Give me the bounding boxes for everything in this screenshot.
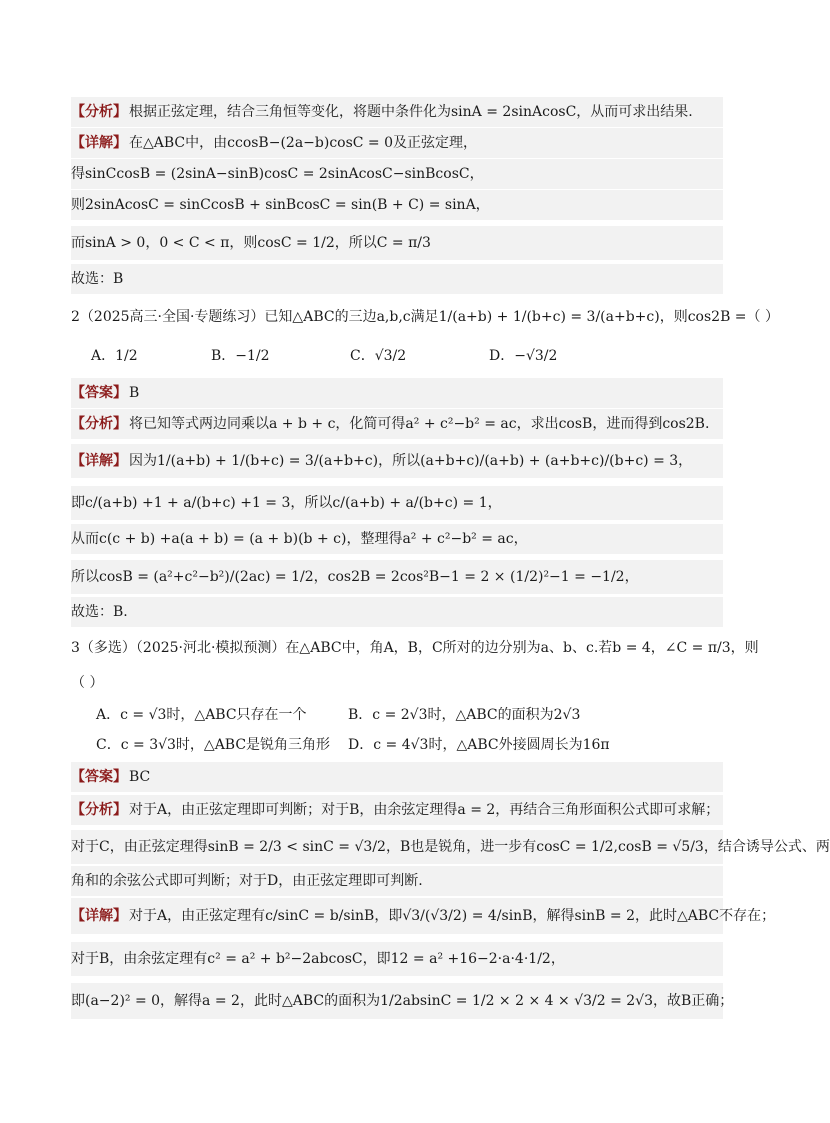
option-text: c = 2√3时，△ABC的面积为2√3 xyxy=(372,707,581,723)
option-letter: D． xyxy=(489,348,515,364)
analysis-text: 对于A，由正弦定理即可判断；对于B，由余弦定理得a = 2，再结合三角形面积公式即可求解； xyxy=(129,802,720,818)
option-text: √3/2 xyxy=(374,348,407,364)
question-3-stem-1 xyxy=(71,633,759,663)
option-c xyxy=(96,731,330,759)
conclusion-line xyxy=(71,264,723,294)
detail-line-3 xyxy=(71,190,723,220)
detail-line-2 xyxy=(71,942,723,976)
question-text: 2（2025高三·全国·专题练习）已知△ABC的三边a,b,c满足1/(a+b) + 1/(b+c) = 3/(a+b+c)，则cos2B =（ ） xyxy=(71,309,779,325)
option-text: 1/2 xyxy=(115,348,138,364)
analysis-tag: 【分析】 xyxy=(71,802,127,818)
detail-line-2 xyxy=(71,159,723,189)
detail-line-1 xyxy=(71,898,776,934)
detail-line-1 xyxy=(71,128,723,158)
question-text: （ ） xyxy=(71,675,104,691)
detail-text: 即(a−2)² = 0，解得a = 2，此时△ABC的面积为1/2absinC = 1/2 × 2 × 4 × √3/2 = 2√3，故B正确； xyxy=(71,993,734,1009)
option-letter: A． xyxy=(96,707,121,723)
option-text: −√3/2 xyxy=(514,348,558,364)
answer-value: BC xyxy=(129,769,151,785)
option-c xyxy=(350,342,406,370)
answer-tag: 【答案】 xyxy=(71,769,127,785)
detail-text: 得sinCcosB = (2sinA−sinB)cosC = 2sinAcosC−sinBcosC， xyxy=(71,166,484,182)
detail-tag: 【详解】 xyxy=(71,908,127,924)
detail-text: 在△ABC中，由ccosB−(2a−b)cosC = 0及正弦定理， xyxy=(129,135,478,151)
detail-line-3 xyxy=(71,524,723,554)
detail-line-1 xyxy=(71,444,723,478)
option-d xyxy=(489,342,557,370)
detail-text: 对于B，由余弦定理有c² = a² + b²−2abcosC，即12 = a² +16−2·a·4·1/2， xyxy=(71,951,565,967)
answer-line xyxy=(71,378,723,408)
detail-text: 因为1/(a+b) + 1/(b+c) = 3/(a+b+c)，所以(a+b+c)/(a+b) + (a+b+c)/(b+c) = 3， xyxy=(129,453,693,469)
option-b xyxy=(211,342,270,370)
analysis-text: 将已知等式两边同乘以a + b + c，化简可得a² + c²−b² = ac，求出cosB，进而得到cos2B. xyxy=(129,416,710,432)
option-text: −1/2 xyxy=(235,348,270,364)
answer-value: B xyxy=(129,385,140,401)
option-letter: B． xyxy=(348,707,373,723)
option-a xyxy=(96,701,307,729)
option-letter: A． xyxy=(91,348,116,364)
analysis-line-3 xyxy=(71,866,723,896)
option-d xyxy=(348,731,610,759)
detail-tag: 【详解】 xyxy=(71,135,127,151)
analysis-text: 对于C，由正弦定理得sinB = 2/3 < sinC = √3/2，B也是锐角，进一步有cosC = 1/2,cosB = √5/3，结合诱导公式、两 xyxy=(71,839,830,855)
question-2-stem xyxy=(71,302,779,332)
conclusion-line xyxy=(71,597,723,627)
analysis-text: 角和的余弦公式即可判断；对于D，由正弦定理即可判断. xyxy=(71,873,423,889)
option-letter: D． xyxy=(348,737,374,753)
option-b xyxy=(348,701,580,729)
option-text: c = 4√3时，△ABC外接圆周长为16π xyxy=(373,737,610,753)
detail-line-3 xyxy=(71,983,734,1019)
option-letter: B． xyxy=(211,348,236,364)
analysis-line-1 xyxy=(71,795,723,825)
detail-text: 则2sinAcosC = sinCcosB + sinBcosC = sin(B + C) = sinA， xyxy=(71,197,490,213)
detail-line-4 xyxy=(71,226,723,260)
option-letter: C． xyxy=(96,737,121,753)
option-text: c = √3时，△ABC只存在一个 xyxy=(120,707,307,723)
analysis-text: 根据正弦定理，结合三角恒等变化，将题中条件化为sinA = 2sinAcosC，从而可求出结果. xyxy=(129,104,693,120)
answer-line xyxy=(71,762,723,792)
analysis-line xyxy=(71,97,723,127)
detail-tag: 【详解】 xyxy=(71,453,127,469)
question-3-stem-2 xyxy=(71,668,723,698)
detail-line-4 xyxy=(71,560,723,594)
analysis-tag: 【分析】 xyxy=(71,416,127,432)
detail-text: 而sinA > 0，0 < C < π，则cosC = 1/2，所以C = π/3 xyxy=(71,235,431,251)
option-a xyxy=(91,342,138,370)
option-letter: C． xyxy=(350,348,375,364)
analysis-line-2 xyxy=(71,830,830,864)
conclusion-text: 故选：B xyxy=(71,271,124,287)
detail-text: 从而c(c + b) +a(a + b) = (a + b)(b + c)，整理得a² + c²−b² = ac， xyxy=(71,531,528,547)
option-text: c = 3√3时，△ABC是锐角三角形 xyxy=(120,737,331,753)
answer-tag: 【答案】 xyxy=(71,385,127,401)
detail-text: 所以cosB = (a²+c²−b²)/(2ac) = 1/2，cos2B = 2cos²B−1 = 2 × (1/2)²−1 = −1/2， xyxy=(71,569,639,585)
detail-text: 即c/(a+b) +1 + a/(b+c) +1 = 3，所以c/(a+b) + a/(b+c) = 1， xyxy=(71,495,502,511)
detail-line-2 xyxy=(71,486,723,520)
conclusion-text: 故选：B. xyxy=(71,604,128,620)
question-text: 3（多选）（2025·河北·模拟预测）在△ABC中，角A，B，C所对的边分别为a、b、c.若b = 4，∠C = π/3，则 xyxy=(71,640,759,656)
detail-text: 对于A，由正弦定理有c/sinC = b/sinB，即√3/(√3/2) = 4/sinB，解得sinB = 2，此时△ABC不存在； xyxy=(129,908,776,924)
analysis-line xyxy=(71,409,723,439)
analysis-tag: 【分析】 xyxy=(71,104,127,120)
